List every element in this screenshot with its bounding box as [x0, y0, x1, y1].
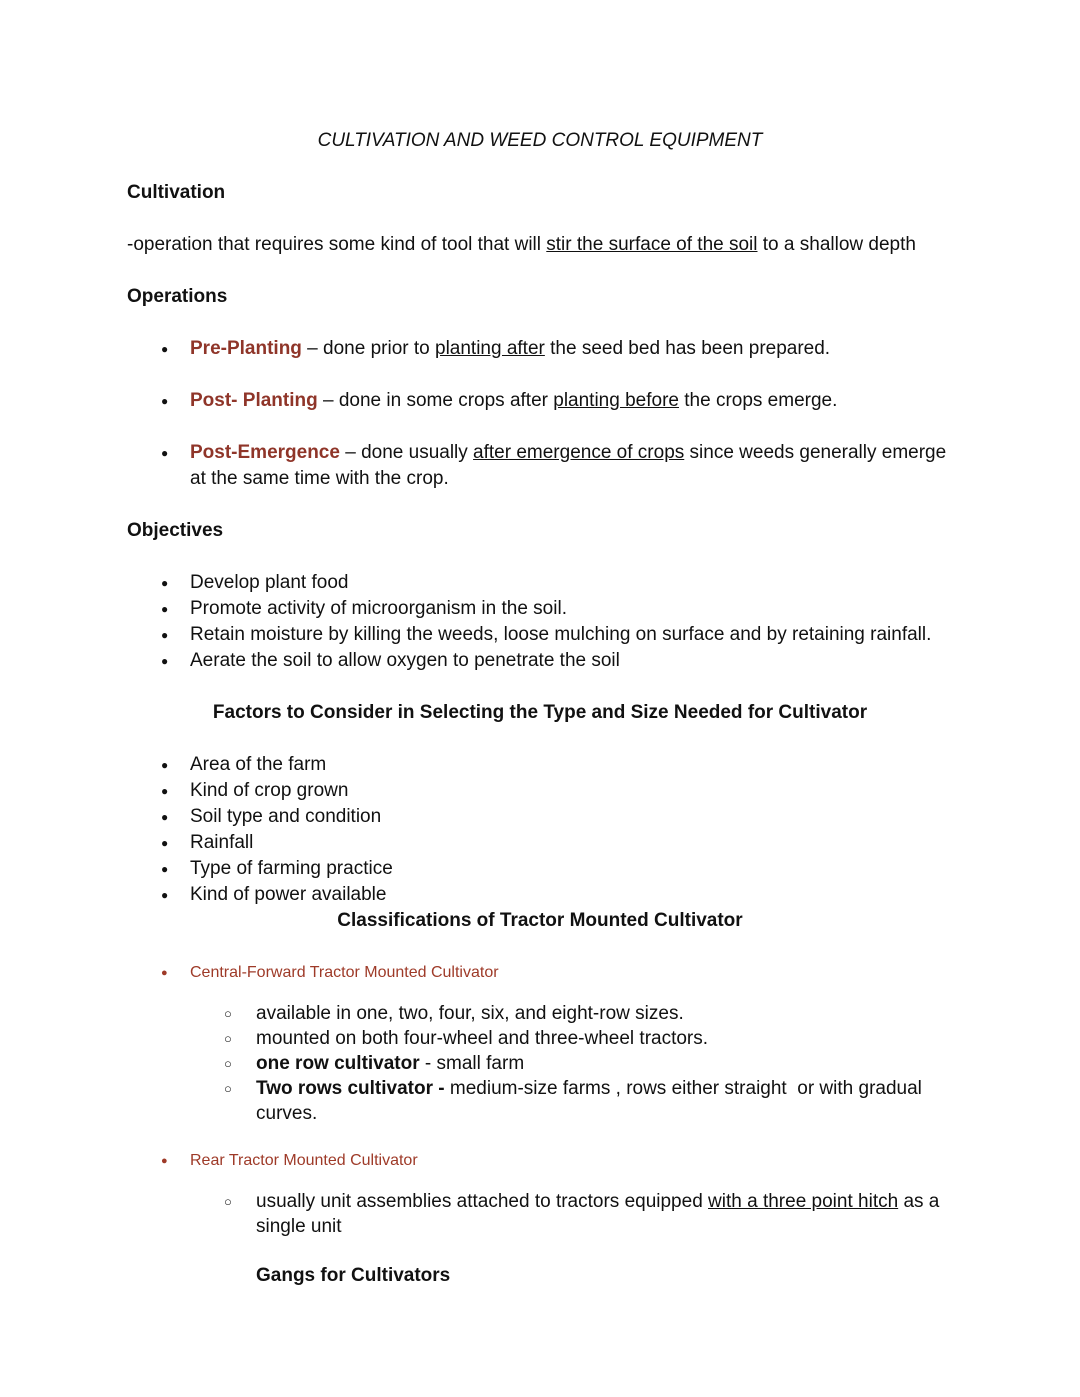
definition-text: to a shallow depth — [757, 234, 916, 255]
classification-rear: ● Rear Tractor Mounted Cultivator — [127, 1148, 953, 1174]
heading-gangs: Gangs for Cultivators — [256, 1265, 451, 1286]
heading-operations: Operations — [127, 286, 228, 307]
rear-sublist — [127, 1189, 953, 1239]
operations-list — [127, 336, 953, 492]
list-item: ● Type of farming practice — [127, 856, 953, 882]
underlined-phrase: planting before — [553, 390, 679, 411]
list-item: ● Kind of power available — [127, 882, 953, 908]
list-item: ● Rainfall — [127, 830, 953, 856]
underlined-phrase: with a three point hitch — [708, 1191, 899, 1212]
list-item: ● Develop plant food — [127, 570, 953, 596]
heading-objectives: Objectives — [127, 520, 224, 541]
factors-list — [127, 752, 953, 908]
sub-list-item: ○ usually unit assemblies attached to tractors equipped with a three point hitch as a single unit — [127, 1189, 953, 1239]
operation-term: Post- Planting — [190, 390, 318, 411]
underlined-phrase: planting after — [435, 338, 545, 359]
cultivator-type-term: Two rows cultivator - — [256, 1078, 445, 1099]
cultivation-definition — [127, 232, 953, 258]
sub-list-item: ○ mounted on both four-wheel and three-wheel tractors. — [127, 1026, 953, 1051]
page-title: CULTIVATION AND WEED CONTROL EQUIPMENT — [317, 130, 763, 151]
list-item: ● Area of the farm — [127, 752, 953, 778]
list-item-post-emergence: ● Post-Emergence – done usually after emergence of crops since weeds generally emerge at the same time with the crop. — [127, 440, 953, 492]
underlined-phrase: after emergence of crops — [473, 442, 685, 463]
cultivator-type-term: one row cultivator — [256, 1053, 420, 1074]
operation-term: Post-Emergence — [190, 442, 340, 463]
central-forward-sublist — [127, 1001, 953, 1126]
classification-central-forward: ● Central-Forward Tractor Mounted Cultivator — [127, 960, 953, 986]
underlined-phrase: stir the surface of the soil — [546, 234, 758, 255]
sub-list-item: ○ available in one, two, four, six, and eight-row sizes. — [127, 1001, 953, 1026]
list-item: ● Kind of crop grown — [127, 778, 953, 804]
list-item-pre-planting: ● Pre-Planting – done prior to planting after the seed bed has been prepared. — [127, 336, 953, 362]
definition-text: -operation that requires some kind of tool that will — [127, 234, 547, 255]
operation-term: Pre-Planting — [190, 338, 302, 359]
sub-list-item: ○ one row cultivator - small farm — [127, 1051, 953, 1076]
heading-factors: Factors to Consider in Selecting the Type and Size Needed for Cultivator — [212, 702, 868, 723]
list-item-post-planting: ● Post- Planting – done in some crops after planting before the crops emerge. — [127, 388, 953, 414]
list-item: ● Soil type and condition — [127, 804, 953, 830]
heading-cultivation: Cultivation — [127, 182, 226, 203]
list-item: ● Retain moisture by killing the weeds, loose mulching on surface and by retaining rainfall. — [127, 622, 953, 648]
objectives-list — [127, 570, 953, 674]
heading-classifications: Classifications of Tractor Mounted Cultivator — [337, 910, 743, 931]
list-item: ● Aerate the soil to allow oxygen to penetrate the soil — [127, 648, 953, 674]
sub-list-item: ○ Two rows cultivator - medium-size farms , rows either straight or with gradual curves. — [127, 1076, 953, 1126]
list-item: ● Promote activity of microorganism in the soil. — [127, 596, 953, 622]
